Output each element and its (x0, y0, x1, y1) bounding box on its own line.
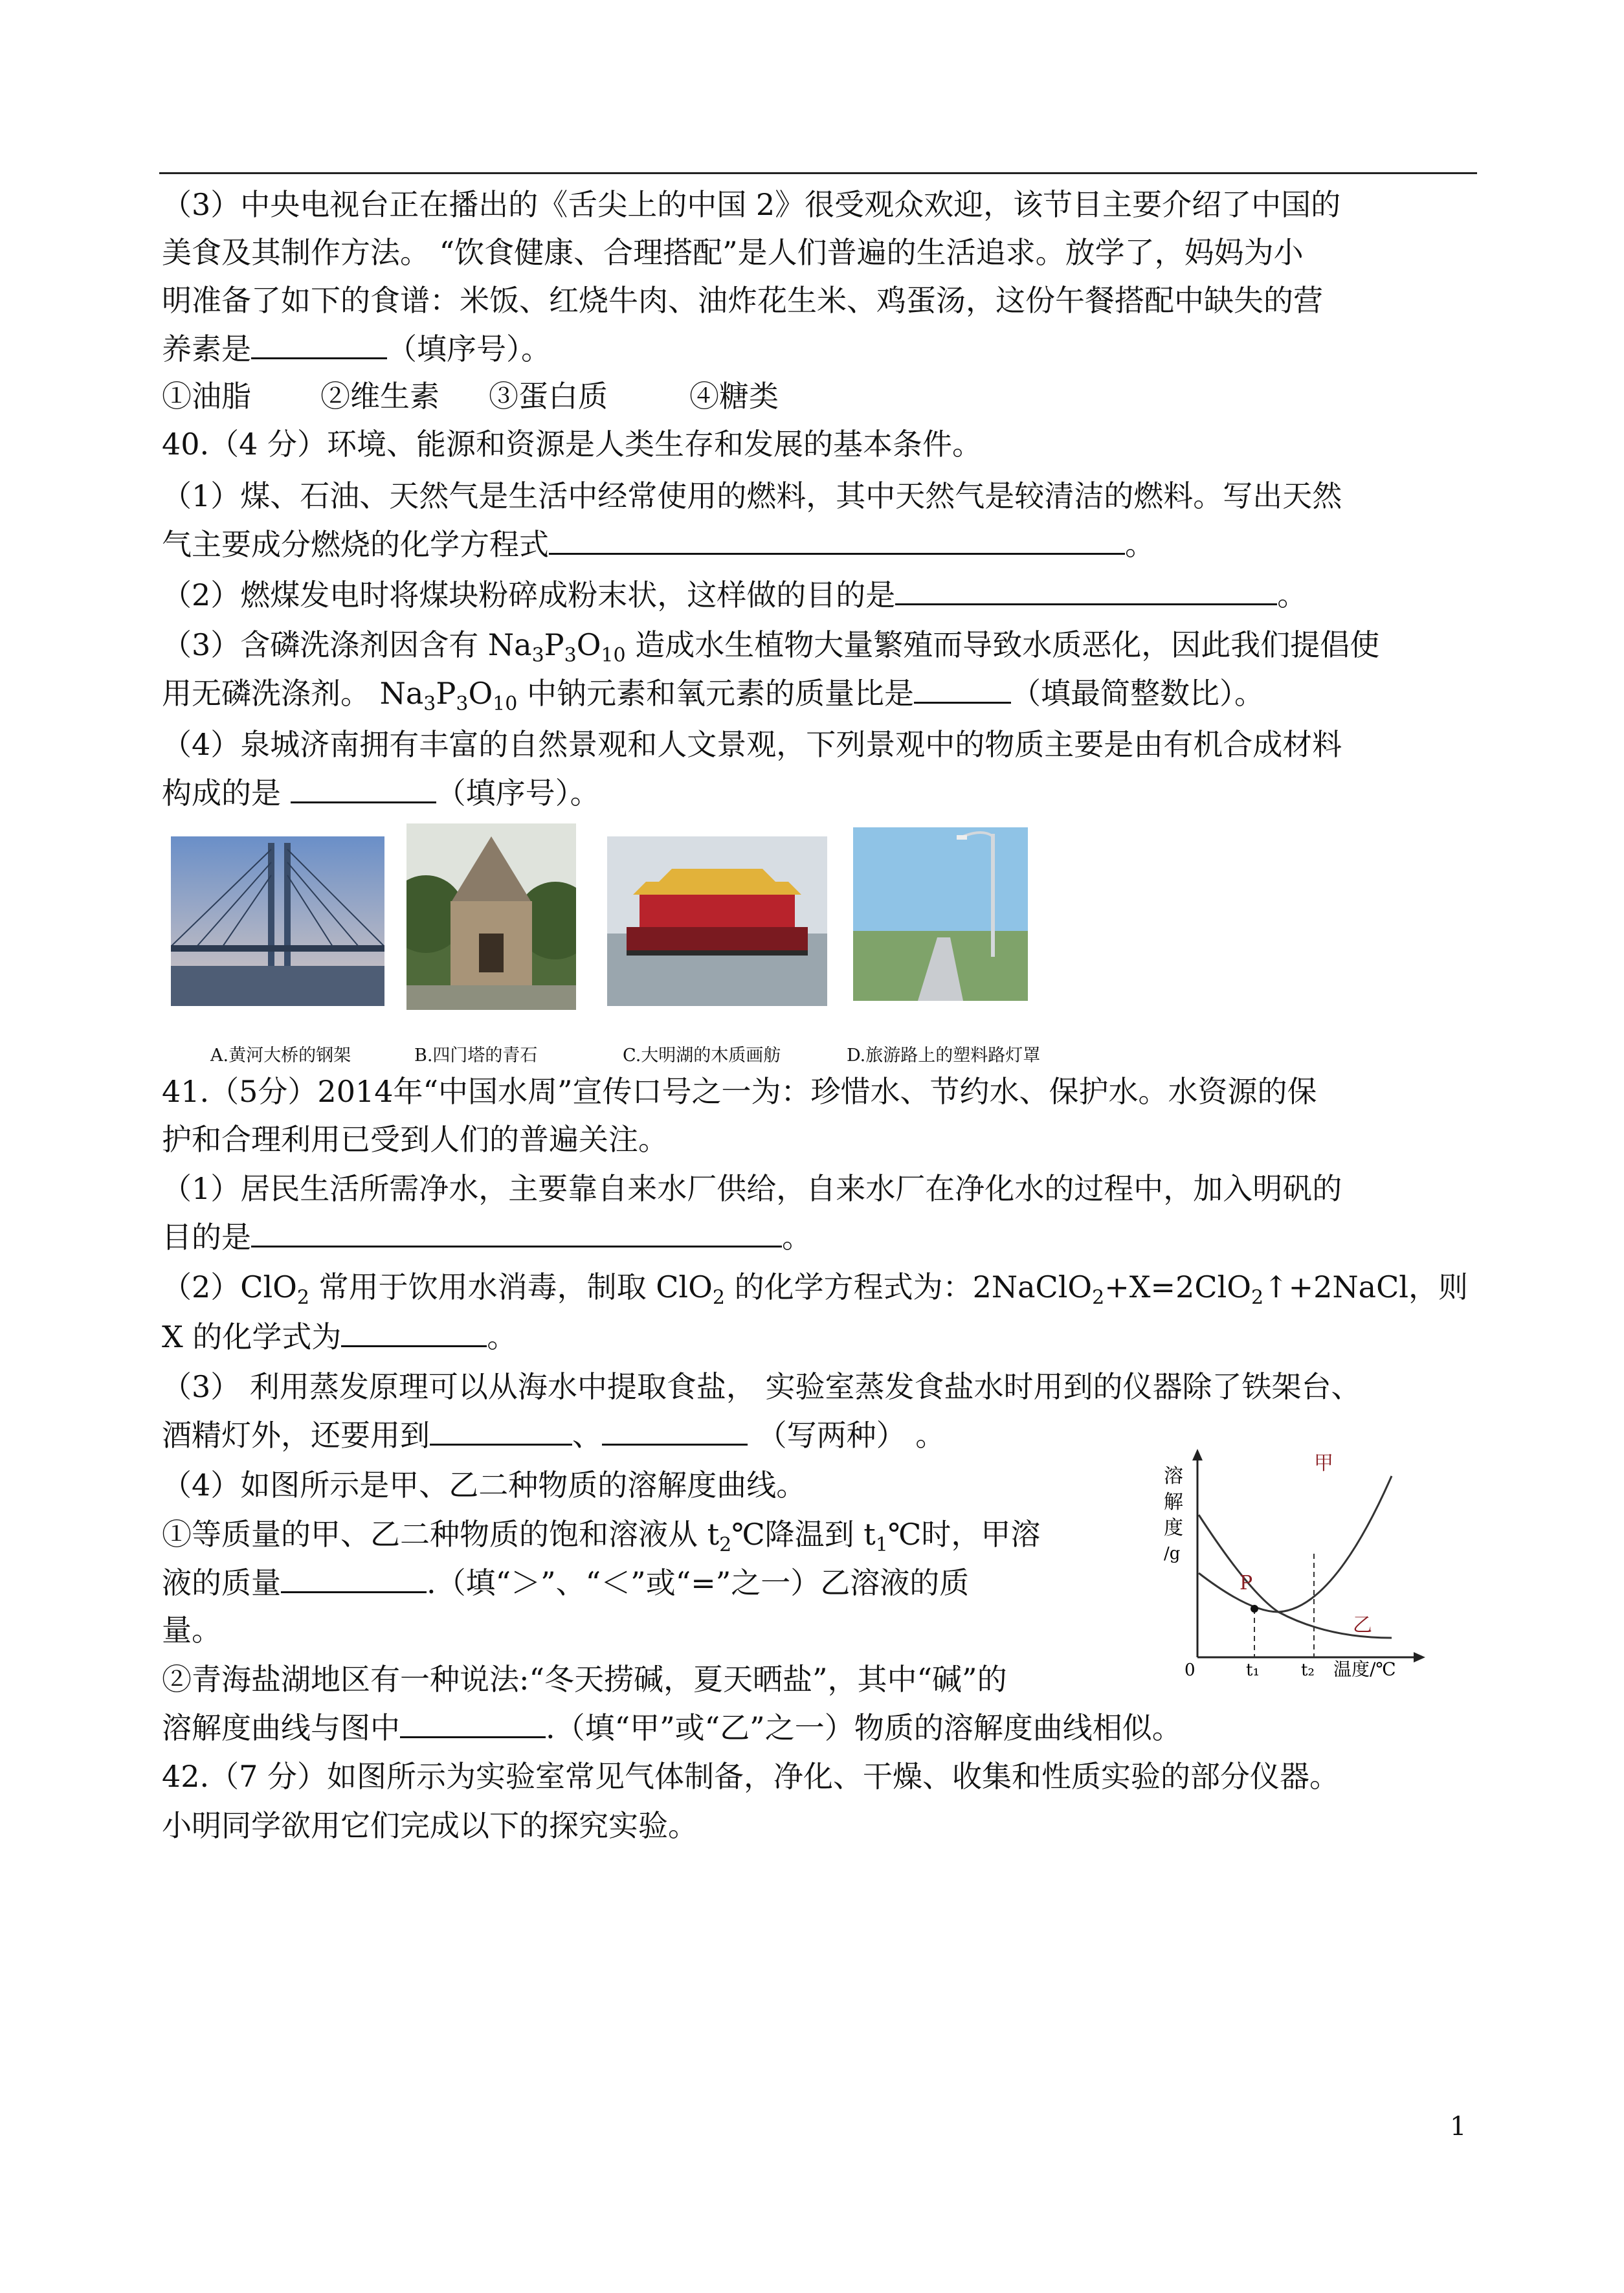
xlabel: 温度/℃ (1333, 1659, 1396, 1677)
q41-4-title: （4）如图所示是甲、乙二种物质的溶解度曲线。 (162, 1468, 806, 1503)
q40-1-line2 (162, 524, 1155, 564)
solubility-graph (1159, 1444, 1430, 1677)
q41-2-text-c: 的化学方程式为：2NaClO (724, 1270, 1093, 1304)
q42-line2: 小明同学欲用它们完成以下的探究实验。 (162, 1808, 698, 1843)
x-axis-arrow (1414, 1652, 1425, 1662)
caption-d: D.旅游路上的塑料路灯罩 (847, 1046, 1041, 1066)
q41-2-answer-blank[interactable] (341, 1317, 487, 1347)
sub-10b: 10 (493, 693, 518, 715)
sub-3d: 3 (456, 693, 469, 715)
q41-2-text-a: （2）ClO (162, 1270, 297, 1304)
sub-3: 3 (531, 644, 544, 667)
boat-photo (607, 836, 827, 1006)
q41-title-line1: 41.（5分）2014年“中国水周”宣传口号之一为：珍惜水、节约水、保护水。水资源的保 (162, 1074, 1317, 1109)
q41-2-text-b: 常用于饮用水消毒，制取 ClO (309, 1270, 713, 1304)
q41-4-2-line2 (162, 1708, 1182, 1747)
t2-label: t₂ (1301, 1661, 1315, 1677)
caption-c: C.大明湖的木质画舫 (623, 1046, 781, 1066)
q41-1-line1: （1）居民生活所需净水，主要靠自来水厂供给，自来水厂在净化水的过程中，加入明矾的 (162, 1171, 1342, 1206)
q41-1-prefix: 目的是 (162, 1220, 251, 1255)
q41-title-line2: 护和合理利用已受到人们的普遍关注。 (162, 1122, 668, 1157)
bridge-photo (171, 836, 384, 1006)
sub-3b: 3 (564, 644, 577, 667)
q40-3-text-p: P (544, 627, 564, 662)
q41-3-line2 (162, 1415, 945, 1455)
q41-4-1-text-b: ℃降温到 t (731, 1517, 876, 1552)
q39-3-line3: 明准备了如下的食谱：米饭、红烧牛肉、油炸花生米、鸡蛋汤，这份午餐搭配中缺失的营 (162, 283, 1323, 318)
q40-4-prefix: 构成的是 (162, 776, 291, 811)
q41-4-1-text-c: ℃时，甲溶 (887, 1517, 1041, 1552)
q40-2-prefix: （2）燃煤发电时将煤块粉碎成粉末状，这样做的目的是 (162, 577, 896, 612)
q40-3-text-e: （填最简整数比）。 (1010, 676, 1264, 711)
q40-4-suffix: （填序号）。 (436, 776, 600, 811)
q40-1-line1: （1）煤、石油、天然气是生活中经常使用的燃料，其中天然气是较清洁的燃料。写出天然 (162, 478, 1342, 513)
curve-jia (1199, 1476, 1392, 1612)
q40-3-line2 (162, 673, 1264, 724)
q41-4-2-suffix: .（填“甲”或“乙”之一）物质的溶解度曲线相似。 (546, 1710, 1182, 1745)
sub-t1: 1 (875, 1534, 888, 1556)
q40-4-line2 (162, 773, 600, 812)
q41-3-line1: （3） 利用蒸发原理可以从海水中提取食盐， 实验室蒸发食盐水时用到的仪器除了铁架台、 (162, 1369, 1361, 1404)
q41-4-1-text-a: ①等质量的甲、乙二种物质的饱和溶液从 t (162, 1517, 720, 1552)
q40-3-text-o2: O (468, 676, 493, 711)
q39-3-line1: （3）中央电视台正在播出的《舌尖上的中国 2》很受观众欢迎，该节目主要介绍了中国的 (162, 187, 1341, 222)
q41-4-1-prefix: 液的质量 (162, 1565, 281, 1600)
pagoda-photo (406, 823, 576, 1010)
caption-b: B.四门塔的青石 (414, 1046, 538, 1066)
q40-4-line1: （4）泉城济南拥有丰富的自然景观和人文景观，下列景观中的物质主要是由有机合成材料 (162, 727, 1342, 762)
option-1: ①油脂 (162, 379, 251, 414)
sub-2a: 2 (296, 1286, 309, 1309)
q39-3-prefix: 养素是 (162, 331, 251, 366)
ylabel-char-3: 度 (1164, 1517, 1183, 1539)
q41-4-1-line2 (162, 1563, 969, 1602)
header-rule (159, 172, 1477, 174)
q40-title: 40.（4 分）环境、能源和资源是人类生存和发展的基本条件。 (162, 427, 983, 462)
point-p-label: P (1240, 1572, 1253, 1594)
streetlamp-photo (853, 827, 1028, 1001)
q40-3-text-d: 中钠元素和氧元素的质量比是 (517, 676, 914, 711)
series-yi-label: 乙 (1353, 1614, 1372, 1637)
q40-3-text-p2: P (436, 676, 456, 711)
q40-4-answer-blank[interactable] (291, 773, 436, 803)
q41-3-answer-blank-1[interactable] (430, 1415, 572, 1446)
q39-3-answer-blank[interactable] (251, 329, 387, 359)
q40-3-text-o: O (576, 627, 601, 662)
q41-4-1-answer-blank[interactable] (281, 1563, 427, 1593)
q41-1-suffix: 。 (782, 1220, 812, 1255)
ylabel-char-1: 溶 (1164, 1465, 1183, 1488)
sub-2b: 2 (712, 1286, 725, 1309)
q40-2-suffix: 。 (1277, 577, 1307, 612)
q40-1-prefix: 气主要成分燃烧的化学方程式 (162, 527, 549, 562)
q40-3-text-a: （3）含磷洗涤剂因含有 Na (162, 627, 532, 662)
caption-a: A.黄河大桥的钢架 (210, 1046, 351, 1066)
q41-2-text-d: +X=2ClO (1104, 1270, 1251, 1304)
page-number: 1 (1450, 2112, 1467, 2142)
q40-2-line (162, 575, 1307, 614)
q41-3-answer-blank-2[interactable] (602, 1415, 748, 1446)
sub-2d: 2 (1251, 1286, 1264, 1309)
q41-2-line1 (162, 1268, 1468, 1317)
q41-2-line2 (162, 1317, 517, 1356)
option-3: ③蛋白质 (489, 379, 608, 414)
q41-4-1-line1 (162, 1515, 1040, 1565)
q39-3-options (162, 377, 779, 416)
q41-2-text-e: ↑+2NaCl，则 (1263, 1270, 1468, 1304)
sub-t2: 2 (719, 1534, 732, 1556)
ylabel-char-4: /g (1164, 1544, 1181, 1563)
q41-4-2-answer-blank[interactable] (400, 1708, 546, 1738)
q41-4-1-line3: 量。 (162, 1613, 221, 1648)
q39-3-suffix: （填序号）。 (387, 331, 551, 366)
q39-3-line2: 美食及其制作方法。 “饮食健康、合理搭配”是人们普遍的生活追求。放学了，妈妈为小 (162, 235, 1304, 270)
q41-1-answer-blank[interactable] (251, 1217, 782, 1247)
intersection-point (1251, 1605, 1258, 1613)
q40-3-text-c: 用无磷洗涤剂。 Na (162, 676, 424, 711)
q41-4-2-line1: ②青海盐湖地区有一种说法:“冬天捞碱，夏天晒盐”，其中“碱”的 (162, 1662, 1007, 1697)
sub-10: 10 (601, 644, 626, 667)
q40-2-answer-blank[interactable] (895, 575, 1277, 605)
q41-2-suffix: 。 (487, 1319, 517, 1354)
q40-3-answer-blank[interactable] (914, 673, 1011, 704)
q41-1-line2 (162, 1217, 812, 1257)
option-2: ②维生素 (320, 379, 439, 414)
q42-line1: 42.（7 分）如图所示为实验室常见气体制备，净化、干燥、收集和性质实验的部分仪器。 (162, 1759, 1340, 1794)
origin-label: 0 (1185, 1661, 1196, 1677)
q41-3-separator: 、 (572, 1418, 602, 1453)
q41-3-prefix: 酒精灯外，还要用到 (162, 1418, 430, 1453)
sub-3c: 3 (423, 693, 436, 715)
q41-2-prefix: X 的化学式为 (162, 1319, 342, 1354)
q40-1-suffix: 。 (1125, 527, 1155, 562)
q39-3-line4 (162, 329, 551, 368)
q41-4-1-suffix: .（填“＞”、“＜”或“=”之一）乙溶液的质 (427, 1565, 970, 1600)
q40-1-answer-blank[interactable] (549, 524, 1125, 555)
q40-3-text-b: 造成水生植物大量繁殖而导致水质恶化，因此我们提倡使 (625, 627, 1380, 662)
q41-3-suffix: （写两种） 。 (748, 1418, 946, 1453)
ylabel-char-2: 解 (1164, 1491, 1183, 1514)
q41-4-2-prefix: 溶解度曲线与图中 (162, 1710, 400, 1745)
t1-label: t₁ (1246, 1661, 1260, 1677)
sub-2c: 2 (1092, 1286, 1105, 1309)
y-axis-arrow (1192, 1449, 1203, 1460)
q40-3-line1 (162, 625, 1379, 675)
series-jia-label: 甲 (1314, 1452, 1333, 1475)
option-4: ④糖类 (689, 379, 779, 414)
